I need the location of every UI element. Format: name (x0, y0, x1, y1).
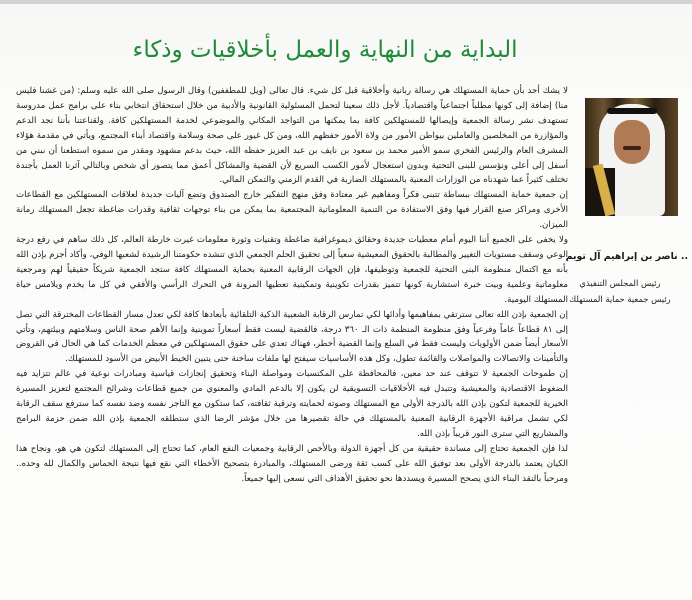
author-role-executive-council: رئيس المجلس التنفيذي (579, 278, 661, 288)
portrait-agal (607, 108, 657, 114)
article-paragraph: إن جمعية حماية المستهلك ببساطة تتبنى فكراً ومفاهيم غير معتادة وفق منهج التفكير خارج الصندوق وتضع آليات جديدة لعلاقات المستهلكين مع القطاعات الأخرى ومراكز صنع القرار فيها وفق الاستفادة من التنمية المعلوماتية المجتمعية بما يمكن من بناء توجهات ثقافية وقدرات ضاغطة تجعل المستهلك رمانة الميزان. (16, 190, 568, 231)
article-paragraph: لا يشك أحد بأن حماية المستهلك هي رسالة ربانية وأخلاقية قبل كل شيء. قال تعالى (ويل للمطففين) وقال الرسول صلى الله عليه وسلم: (من غشنا فليس منا) إضافة إلى كونها مطلباً اجتماعياً واقتصادياً. لأجل ذلك سعينا لتحمل المسئولية القانونية والأدبية من خلال استحقاق انتخابي بناء على برامج عمل مدروسة تستهدف نشر رسالة الجمعية وإيصالها للمستهلكين كافة بما يمكنها من التواجد المكاني والموضوعي لخدمة المستهلكين كافة. ولقناعتنا بأننا نجد الدعم والمؤازرة من المخلصين والعاملين بيواطن الأمور من ولاة الأمور حفظهم الله، ومن كل غيور على صحة وسلامة واقتصاد أبناء المجتمع، ويأتي في مقدمة هؤلاء المشرف العام والرئيس الفخري سمو الأمير محمد بن سعود بن نايف بن عبد العزيز حفظه الله، حيث بدعم مشهود ومقدر من سموه استطعنا أن نبني من أسفل إلى أعلى ونؤسس للبنى التحتية وبدون استعجال لأمور الكسب السريع لأن القضية والمشاكل أعمق مما يتصور أي شخص وبالتالي آثرنا العمل بأجندة تختلف كثيراً عما شهدناه من الوزارات المعنية بالمستهلك الضاربة في القدم الزمني والتمكن المالي. (16, 86, 568, 186)
author-name: .. ناصر بن إبراهيم آل تويم (565, 251, 688, 262)
article-paragraph: إن طموحات الجمعية لا تتوقف عند حد معين، فالمحافظة على المكتسبات ومواصلة البناء وتحقيق إنجازات قياسية ومبادرات نوعية في عالم تتزايد فيه الضغوط الاقتصادية والمعيشية وتتبدل فيه الأخلاقيات التسويقية لن يكون إلا بالدعم المادي والمعنوي من جميع قطاعات وشرائح المجتمع لتعزيز المسيرة الخيرية للجمعية لتكون بإذن الله بالدرجة الأولى مع المستهلك وصوته لحمايته وترقية ثقافته، كما ستكون مع التاجر نفسه وضد نفسه كما سترفع سقف الرقابة لكي تشمل مراقبة الأجهزة الرقابية المعنية بالمستهلك في حالة تقصيرها من خلال مؤشر الرضا الذي ستطلقه الجمعية بإذن الله ضمن حزمة البرامج والمشاريع التي سترى النور قريباً بإذن الله. (16, 369, 568, 439)
portrait-face (614, 120, 650, 164)
article-paragraph: إن الجمعية بإذن الله تعالى سترتقي بمفاهيمها وأدائها لكي تمارس الرقابة الشعبية الذكية التلقائية بأبعادها كافة لكي تعدل مسار القطاعات المخترقة التي تصل إلى ٨١ قطاعاً عاماً وفرعياً وفق منظومة المنظمة ذات الـ ٣٦٠ درجة، فالقضية ليست فقط أسعاراً تموينية وإنما الأهم صحة الناس وسلامتهم وبيئتهم، وتأتي الأسعار أيضاً ضمن الأولويات وليست فقط في السلع وإنما القضية أخطر، فهناك تعدي على حقوق المستهلكين في معظم الخدمات كما هي الحال في القروض والتأمينات والاتصالات والمواصلات والقائمة تطول، وكل هذه الأساسيات سيفتح لها ملفات ساخنة حتى يتبين الخيط الأبيض من الأسود للمستهلك. (16, 309, 568, 365)
author-portrait (585, 98, 678, 216)
article-body (16, 84, 568, 486)
author-role-association-head: رئيس جمعية حماية المستهلك (569, 294, 671, 304)
article-paragraph: لذا فإن الجمعية تحتاج إلى مساندة حقيقية من كل أجهزة الدولة وبالأخص الرقابية وجمعيات النفع العام، كما تحتاج إلى المستهلك لتكون هي هو، ونجاح هذا الكيان يعتمد بالدرجة الأولى بعد توفيق الله على كسب ثقة ورضى المستهلك، والمبادرة بتصحيح الأخطاء التي نقع فيها نتيجة الحماس والكمال لله وحده.. ومرحباً بالنقد البناء الذي يصحح المسيرة ويسددها نحو تحقيق الأهداف التي نسعى إليها جميعاً. (16, 443, 568, 484)
portrait-moustache (623, 146, 641, 150)
article-headline: البداية من النهاية والعمل بأخلاقيات وذكاء (132, 37, 518, 63)
article-paragraph: ولا يخفى على الجميع أننا اليوم أمام معطيات جديدة وحقائق ديموغرافية ضاغطة وتقنيات وثورة معلومات غيرت خارطة العالم، كل ذلك ساهم في رفع درجة الوعي وسقف مستويات التغيير والمطالبة بالحقوق المعيشية سعياً إلى تحقيق الحلم الجمعي الذي تنشده حكومتنا الرشيدة لشعبها الوفي، وأكاد أجزم بإذن الله بأنه مع اكتمال منظومة البنى التحتية للجمعية وتوظيفها، فإن الجهات الرقابية المعنية بحماية المستهلك كافة ستجد الجمعية شريكاً حقيقياً لهم ومرجعية معلوماتية وعلمية وبيت خبرة استشارية كونها تتميز بقدرات تكوينية وتمكينية تعطيها المرونة في التحرك الرأسي والأفقي في كل ما يخدم ويلامس حياة المستهلك اليومية. (16, 235, 568, 305)
